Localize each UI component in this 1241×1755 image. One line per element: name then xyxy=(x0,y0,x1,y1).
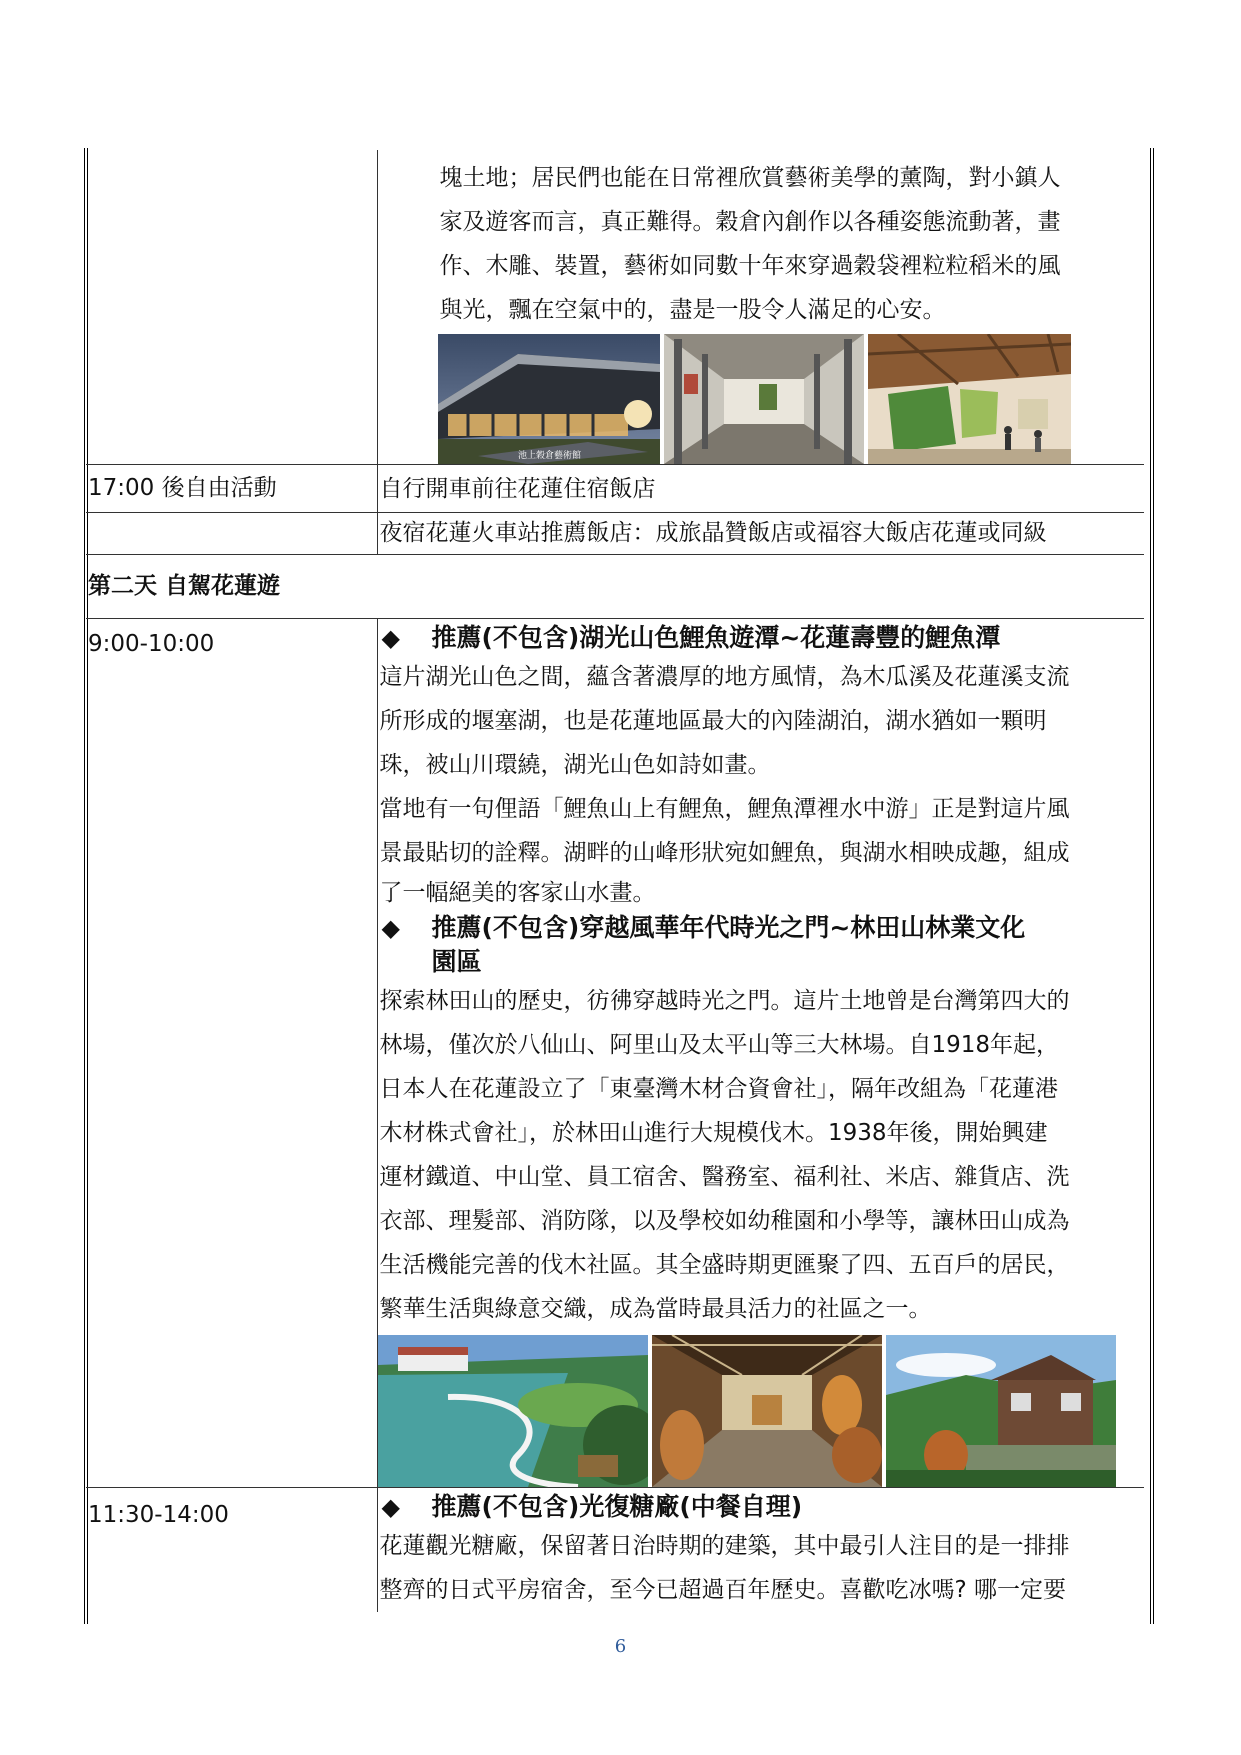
paragraph-line: 生活機能完善的伐木社區。其全盛時期更匯聚了四、五百戶的居民， xyxy=(379,1252,1070,1278)
attraction-heading xyxy=(378,911,1145,945)
content-cell xyxy=(377,150,1144,465)
heading-text: 推薦(不包含)湖光山色鯉魚遊潭~花蓮壽豐的鯉魚潭 xyxy=(431,623,1001,652)
content-cell xyxy=(377,465,1144,513)
itinerary-table xyxy=(86,150,1144,1612)
paragraph-line: 塊土地；居民們也能在日常裡欣賞藝術美學的薰陶，對小鎮人 xyxy=(439,165,1061,191)
paragraph-line: 自行開車前往花蓮住宿飯店 xyxy=(379,476,656,502)
paragraph-line: 整齊的日式平房宿舍，至今已超過百年歷史。喜歡吃冰嗎? 哪一定要 xyxy=(379,1577,1067,1603)
granary-sign-text: 池上穀倉藝術館 xyxy=(517,451,581,461)
content-cell xyxy=(377,619,1144,1488)
time-label: 17:00 後自由活動 xyxy=(88,475,277,501)
paragraph-line: 繁華生活與綠意交織，成為當時最具活力的社區之一。 xyxy=(379,1296,932,1322)
table-row xyxy=(86,1488,1144,1613)
attraction-heading-continued xyxy=(378,945,1145,979)
content-cell xyxy=(377,1488,1144,1613)
granary-photo-strip xyxy=(438,334,1145,464)
lintianshan-building-photo xyxy=(886,1335,1116,1487)
table-row xyxy=(86,513,1144,555)
attraction-heading xyxy=(378,1490,1145,1524)
time-label: 9:00-10:00 xyxy=(88,631,215,657)
hualien-photo-strip xyxy=(378,1335,1145,1487)
table-row xyxy=(86,150,1144,465)
time-cell xyxy=(86,465,377,513)
diamond-bullet-icon: ◆ xyxy=(381,1493,400,1521)
paragraph-line: 花蓮觀光糖廠，保留著日治時期的建築，其中最引人注目的是一排排 xyxy=(379,1533,1070,1559)
heading-text: 園區 xyxy=(431,947,482,976)
paragraph-line: 這片湖光山色之間，蘊含著濃厚的地方風情，為木瓜溪及花蓮溪支流 xyxy=(379,664,1070,690)
table-row xyxy=(86,619,1144,1488)
paragraph-line: 木材株式會社」，於林田山進行大規模伐木。1938年後，開始興建 xyxy=(379,1120,1048,1146)
time-cell xyxy=(86,619,377,1488)
attraction-heading xyxy=(378,621,1145,655)
granary-gallery-photo xyxy=(868,334,1071,464)
table-row xyxy=(86,555,1144,619)
carp-lake-photo xyxy=(378,1335,648,1487)
granary-exterior-photo xyxy=(438,334,660,464)
heading-text: 推薦(不包含)穿越風華年代時光之門~林田山林業文化 xyxy=(431,913,1026,942)
paragraph-line: 珠，被山川環繞，湖光山色如詩如畫。 xyxy=(379,752,771,778)
forestry-museum-photo xyxy=(652,1335,882,1487)
time-cell-empty xyxy=(86,150,377,465)
paragraph-line: 景最貼切的詮釋。湖畔的山峰形狀宛如鯉魚，與湖水相映成趣，組成 xyxy=(379,840,1070,866)
day-title: 第二天 自駕花蓮遊 xyxy=(88,573,281,599)
paragraph-line: 家及遊客而言，真正難得。穀倉內創作以各種姿態流動著，畫 xyxy=(439,209,1061,235)
diamond-bullet-icon: ◆ xyxy=(381,914,400,942)
content-cell xyxy=(377,513,1144,555)
paragraph-line: 夜宿花蓮火車站推薦飯店：成旅晶贊飯店或福容大飯店花蓮或同級 xyxy=(379,520,1047,546)
paragraph-line: 運材鐵道、中山堂、員工宿舍、醫務室、福利社、米店、雜貨店、洗 xyxy=(379,1164,1070,1190)
time-label: 11:30-14:00 xyxy=(88,1502,229,1528)
heading-text: 推薦(不包含)光復糖廠(中餐自理) xyxy=(431,1492,803,1521)
paragraph-line: 當地有一句俚語「鯉魚山上有鯉魚，鯉魚潭裡水中游」正是對這片風 xyxy=(379,796,1070,822)
granary-corridor-photo xyxy=(664,334,864,464)
paragraph-line: 林場，僅次於八仙山、阿里山及太平山等三大林場。自1918年起， xyxy=(379,1032,1060,1058)
paragraph-line: 了一幅絕美的客家山水畫。 xyxy=(379,880,656,906)
paragraph-line: 作、木雕、裝置，藝術如同數十年來穿過穀袋裡粒粒稻米的風 xyxy=(439,253,1061,279)
page-number: 6 xyxy=(614,1636,627,1657)
time-cell xyxy=(86,1488,377,1613)
paragraph-line: 所形成的堰塞湖，也是花蓮地區最大的內陸湖泊，湖水猶如一顆明 xyxy=(379,708,1047,734)
paragraph-line: 日本人在花蓮設立了「東臺灣木材合資會社」，隔年改組為「花蓮港 xyxy=(379,1076,1058,1102)
table-row xyxy=(86,465,1144,513)
diamond-bullet-icon: ◆ xyxy=(381,624,400,652)
paragraph-line: 衣部、理髮部、消防隊，以及學校如幼稚園和小學等，讓林田山成為 xyxy=(379,1208,1070,1234)
paragraph-line: 探索林田山的歷史，彷彿穿越時光之門。這片土地曾是台灣第四大的 xyxy=(379,988,1070,1014)
day-title-cell xyxy=(86,555,1144,619)
time-cell-empty xyxy=(86,513,377,555)
paragraph-line: 與光，飄在空氣中的，盡是一股令人滿足的心安。 xyxy=(439,297,946,323)
